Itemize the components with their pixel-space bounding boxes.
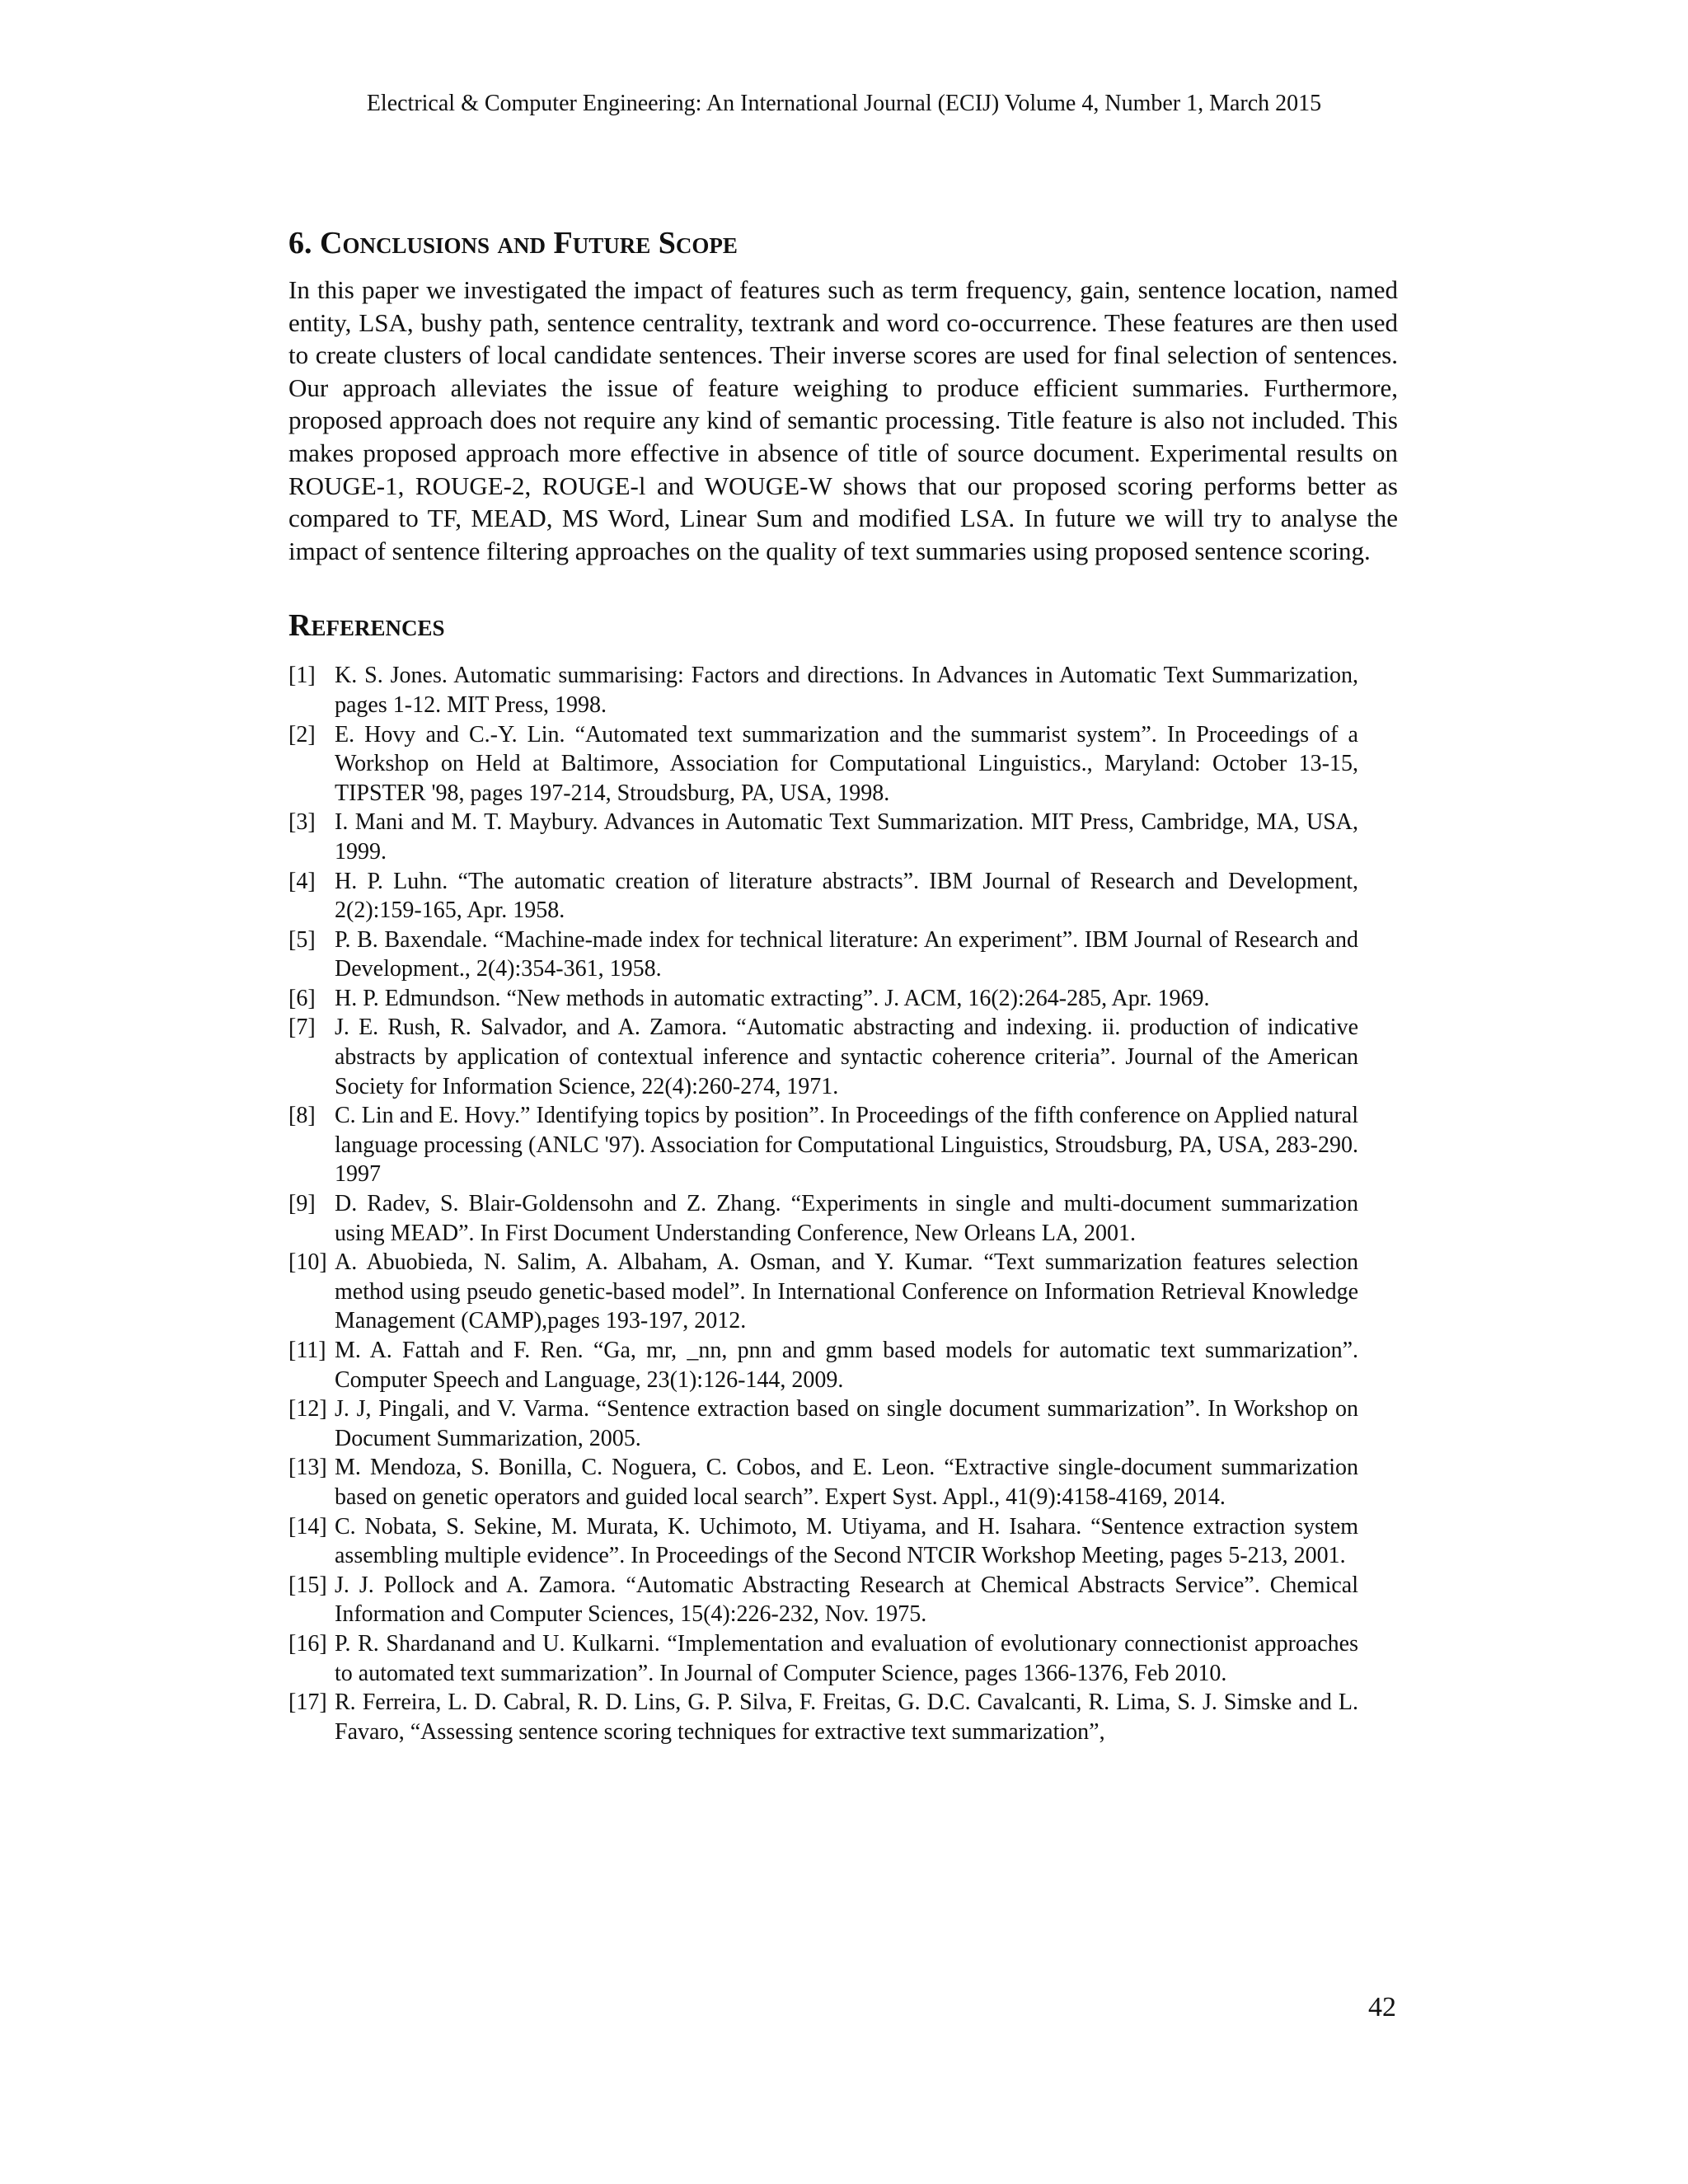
reference-number: [1] — [288, 663, 316, 689]
references-heading: References — [288, 608, 445, 644]
reference-text: C. Nobata, S. Sekine, M. Murata, K. Uchimoto, M. Utiyama, and H. Isahara. “Sentence extraction system assembling multiple evidence”. In Proceedings of the Second NTCIR Workshop Meeting, pages 5-213, 2001. — [335, 1513, 1358, 1569]
reference-number: [7] — [288, 1015, 316, 1041]
reference-text: R. Ferreira, L. D. Cabral, R. D. Lins, G. P. Silva, F. Freitas, G. D.C. Cavalcanti, R. Lima, S. J. Simske and L. Favaro, “Assessing sentence scoring techniques for extractive text summarization”, — [335, 1690, 1358, 1745]
reference-item — [288, 1101, 1358, 1189]
reference-text: A. Abuobieda, N. Salim, A. Albaham, A. Osman, and Y. Kumar. “Text summarization features selection method using pseudo genetic-based model”. In International Conference on Information Retrieval Knowledge Management (CAMP),pages 193-197, 2012. — [335, 1249, 1358, 1334]
reference-number: [5] — [288, 926, 316, 953]
reference-item — [288, 926, 1358, 984]
reference-text: E. Hovy and C.-Y. Lin. “Automated text summarization and the summarist system”. In Proceedings of a Workshop on Held at Baltimore, Association for Computational Linguistics., Maryland: October 13-15, TIPSTER '98, pages 197-214, Stroudsburg, PA, USA, 1998. — [335, 721, 1358, 806]
reference-number: [8] — [288, 1103, 316, 1129]
reference-item — [288, 808, 1358, 866]
reference-item — [288, 1336, 1358, 1394]
reference-text: I. Mani and M. T. Maybury. Advances in Automatic Text Summarization. MIT Press, Cambridge, MA, USA, 1999. — [335, 809, 1358, 865]
reference-number: [6] — [288, 985, 316, 1011]
running-header: Electrical & Computer Engineering: An International Journal (ECIJ) Volume 4, Number 1, March 2015 — [366, 91, 1322, 116]
reference-number: [12] — [288, 1396, 327, 1422]
section-title: Conclusions and Future Scope — [320, 226, 738, 260]
reference-item — [288, 1189, 1358, 1248]
reference-number: [14] — [288, 1513, 327, 1540]
reference-number: [16] — [288, 1630, 327, 1657]
reference-item — [288, 661, 1358, 719]
reference-item — [288, 1571, 1358, 1629]
reference-number: [9] — [288, 1191, 316, 1217]
reference-number: [10] — [288, 1249, 327, 1276]
reference-text: H. P. Edmundson. “New methods in automatic extracting”. J. ACM, 16(2):264-285, Apr. 1969. — [335, 985, 1210, 1011]
reference-list — [288, 661, 1358, 1746]
reference-number: [3] — [288, 809, 316, 836]
reference-text: M. Mendoza, S. Bonilla, C. Noguera, C. Cobos, and E. Leon. “Extractive single-document summarization based on genetic operators and guided local search”. Expert Syst. Appl., 41(9):4158-4169, 2014. — [335, 1455, 1358, 1510]
reference-item — [288, 1453, 1358, 1511]
reference-item — [288, 1248, 1358, 1336]
reference-text: D. Radev, S. Blair-Goldensohn and Z. Zhang. “Experiments in single and multi-document summarization using MEAD”. In First Document Understanding Conference, New Orleans LA, 2001. — [335, 1191, 1358, 1246]
section-number: 6. — [288, 226, 312, 260]
reference-text: M. A. Fattah and F. Ren. “Ga, mr, _nn, pnn and gmm based models for automatic text summarization”. Computer Speech and Language, 23(1):126-144, 2009. — [335, 1338, 1358, 1393]
reference-number: [2] — [288, 721, 316, 748]
reference-item — [288, 867, 1358, 926]
reference-number: [15] — [288, 1572, 327, 1598]
page-content — [288, 224, 1398, 1746]
reference-number: [13] — [288, 1455, 327, 1481]
reference-text: C. Lin and E. Hovy.” Identifying topics by position”. In Proceedings of the fifth conference on Applied natural language processing (ANLC '97). Association for Computational Linguistics, Stroudsburg, PA, USA, 283-290. 1997 — [335, 1103, 1358, 1188]
reference-text: J. J, Pingali, and V. Varma. “Sentence extraction based on single document summarization”. In Workshop on Document Summarization, 2005. — [335, 1396, 1358, 1451]
reference-text: J. J. Pollock and A. Zamora. “Automatic Abstracting Research at Chemical Abstracts Service”. Chemical Information and Computer Sciences, 15(4):226-232, Nov. 1975. — [335, 1572, 1358, 1628]
reference-number: [17] — [288, 1690, 327, 1716]
reference-text: P. B. Baxendale. “Machine-made index for technical literature: An experiment”. IBM Journal of Research and Development., 2(4):354-361, 1958. — [335, 926, 1358, 982]
reference-item — [288, 1013, 1358, 1101]
reference-number: [4] — [288, 868, 316, 894]
reference-item — [288, 1629, 1358, 1688]
reference-item — [288, 1394, 1358, 1453]
reference-text: P. R. Shardanand and U. Kulkarni. “Implementation and evaluation of evolutionary connectionist approaches to automated text summarization”. In Journal of Computer Science, pages 1366-1376, Feb 2010. — [335, 1630, 1358, 1686]
conclusion-paragraph: In this paper we investigated the impact of features such as term frequency, gain, sentence location, named entity, LSA, bushy path, sentence centrality, textrank and word co-occurrence. These features are then used to create clusters of local candidate sentences. Their inverse scores are used for final selection of sentences. Our approach alleviates the issue of feature weighing to produce efficient summaries. Furthermore, proposed approach does not require any kind of semantic processing. Title feature is also not included. This makes proposed approach more effective in absence of title of source document. Experimental results on ROUGE-1, ROUGE-2, ROUGE-l and WOUGE-W shows that our proposed scoring performs better as compared to TF, MEAD, MS Word, Linear Sum and modified LSA. In future we will try to analyse the impact of sentence filtering approaches on the quality of text summaries using proposed sentence scoring. — [288, 275, 1398, 565]
reference-item — [288, 1688, 1358, 1746]
reference-text: H. P. Luhn. “The automatic creation of literature abstracts”. IBM Journal of Research and Development, 2(2):159-165, Apr. 1958. — [335, 868, 1358, 924]
page-number: 42 — [1368, 1992, 1396, 2022]
reference-item — [288, 1512, 1358, 1571]
reference-text: K. S. Jones. Automatic summarising: Factors and directions. In Advances in Automatic Text Summarization, pages 1-12. MIT Press, 1998. — [335, 663, 1358, 718]
reference-item — [288, 984, 1358, 1014]
reference-item — [288, 720, 1358, 808]
reference-text: J. E. Rush, R. Salvador, and A. Zamora. “Automatic abstracting and indexing. ii. production of indicative abstracts by application of contextual inference and syntactic coherence criteria”. Journal of the American Society for Information Science, 22(4):260-274, 1971. — [335, 1015, 1358, 1099]
section-heading — [288, 224, 1398, 262]
reference-number: [11] — [288, 1338, 326, 1363]
